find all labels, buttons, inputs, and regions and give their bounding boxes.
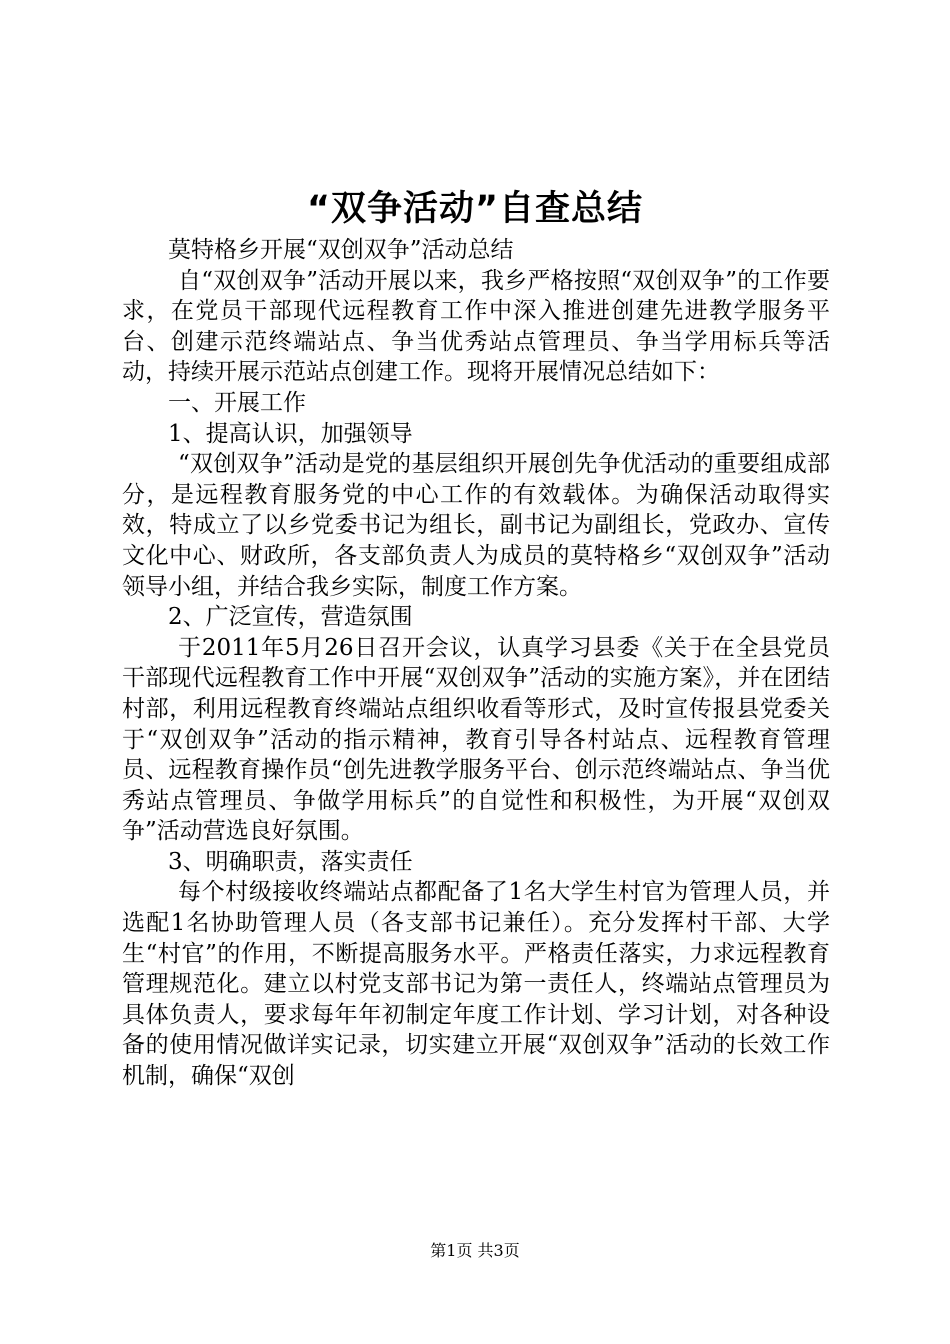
subtitle-heading: 莫特格乡开展“双创双争”活动总结 [168, 237, 514, 263]
subsection-heading-1: 1、提高认识，加强领导 [168, 420, 413, 447]
document-title: “双争活动”自查总结 [306, 189, 643, 229]
body-paragraph-1: “双创双争”活动是党的基层组织开展创先争优活动的重要组成部分，是远程教育服务党的中心工作的有效载体。为确保活动取得实效，特成立了以乡党委书记为组长，副书记为副组长，党政办、宣传文化中心、财政所，各支部负责人为成员的莫特格乡“双创双争”活动领导小组，并结合我乡实际，制度工作方案。 [122, 451, 830, 600]
section-heading-1: 一、开展工作 [168, 389, 306, 416]
page-number-footer: 第1页 共3页 [430, 1241, 520, 1260]
subsection-heading-3: 3、明确职责，落实责任 [168, 848, 413, 875]
document-body [122, 235, 830, 1092]
body-paragraph-3: 每个村级接收终端站点都配备了1名大学生村官为管理人员，并选配1名协助管理人员（各支部书记兼任）。充分发挥村干部、大学生“村官”的作用，不断提高服务水平。严格责任落实，力求远程教育管理规范化。建立以村党支部书记为第一责任人，终端站点管理员为具体负责人，要求每年年初制定年度工作计划、学习计划，对各种设备的使用情况做详实记录，切实建立开展“双创双争”活动的长效工作机制，确保“双创 [122, 879, 830, 1090]
intro-paragraph: 自“双创双争”活动开展以来，我乡严格按照“双创双争”的工作要求，在党员干部现代远程教育工作中深入推进创建先进教学服务平台、创建示范终端站点、争当优秀站点管理员、争当学用标兵等活动，持续开展示范站点创建工作。现将开展情况总结如下： [122, 267, 830, 386]
subsection-heading-2: 2、广泛宣传，营造氛围 [168, 604, 413, 631]
body-paragraph-2: 于2011年5月26日召开会议，认真学习县委《关于在全县党员干部现代远程教育工作中开展“双创双争”活动的实施方案》，并在团结村部，利用远程教育终端站点组织收看等形式，及时宣传报县党委关于“双创双争”活动的指示精神，教育引导各村站点、远程教育管理员、远程教育操作员“创先进教学服务平台、创示范终端站点、争当优秀站点管理员、争做学用标兵”的自觉性和积极性，为开展“双创双争”活动营选良好氛围。 [122, 634, 830, 845]
